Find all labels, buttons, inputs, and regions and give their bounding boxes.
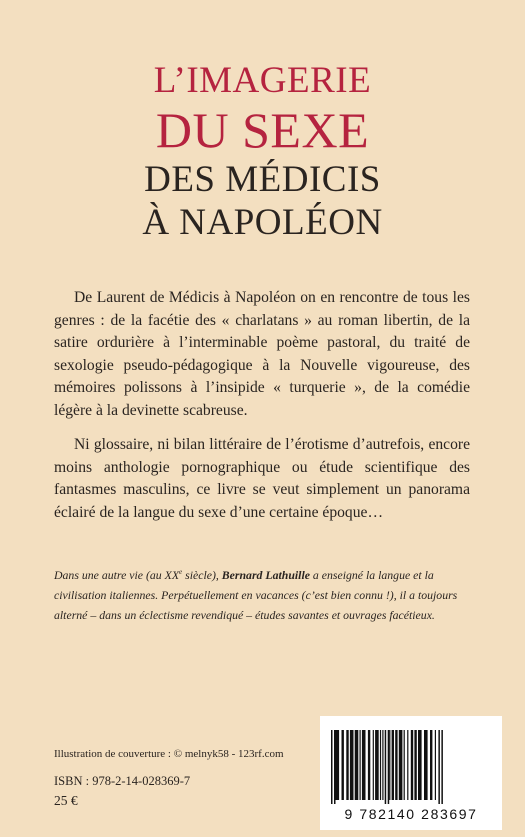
book-title [0,62,525,241]
price: 25 € [54,793,78,808]
bio-century-superscript: e [179,568,183,576]
cover-credit: Illustration de couverture : © melnyk58 - 123rf.com [54,748,284,760]
bio-text-mid: siècle), [182,567,222,582]
title-line-4: À NAPOLÉON [142,202,383,243]
title-line-1: L’IMAGERIE [153,60,372,101]
title-line-3: DES MÉDICIS [144,159,381,200]
blurb [54,287,470,524]
author-name: Bernard Lathuille [221,567,310,582]
isbn: ISBN : 978-2-14-028369-7 [54,774,191,788]
blurb-paragraph-1: De Laurent de Médicis à Napoléon on en rencontre de tous les genres : de la facétie des « charlatans » au roman libertin, de la satire ordurière à l’interminable poème pastoral, du traité de sexologie pseudo-pédagogique à la Nouvelle vigoureuse, des mémoires polissons à l’insipide « turquerie », de la comédie légère à la devinette scabreuse. [54,289,470,419]
barcode [320,716,502,830]
bio-text-start: Dans une autre vie (au XX [54,567,180,582]
blurb-paragraph-2: Ni glossaire, ni bilan littéraire de l’érotisme d’autrefois, encore moins anthologie pornographique ou étude scientifique des fantasmes masculins, ce livre se veut simplement un panorama éclairé de la langue du sexe d’une certaine époque… [54,436,470,521]
barcode-digits: 9 782140 283697 [344,806,478,822]
author-bio [54,562,472,625]
bio-text-rest: a enseigné la langue et la civilisation italiennes. Perpétuellement en vacances (c’est bien connu !), il a toujours alterné – dans un éclectisme revendiqué – études savantes et ouvrages facétieux. [54,567,458,622]
barcode-bars [331,730,491,804]
title-line-2: DU SEXE [155,102,370,158]
